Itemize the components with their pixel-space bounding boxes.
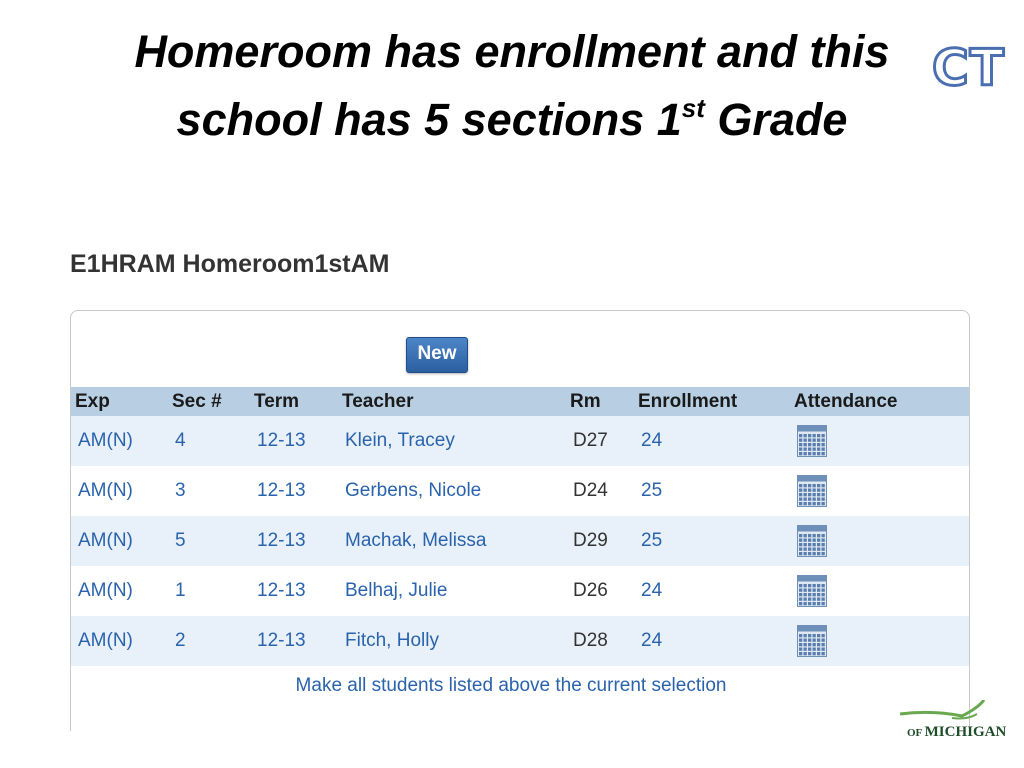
- cell-teacher[interactable]: Klein, Tracey: [338, 416, 566, 466]
- table-row: [71, 416, 969, 466]
- table-row: [71, 466, 969, 516]
- cell-term[interactable]: 12-13: [250, 466, 338, 516]
- cell-exp[interactable]: AM(N): [71, 566, 168, 616]
- calendar-icon[interactable]: [797, 425, 827, 457]
- michigan-logo-main: MICHIGAN: [924, 724, 1007, 740]
- cell-enrollment[interactable]: 24: [634, 416, 790, 466]
- cell-attendance: [790, 616, 969, 666]
- cell-attendance: [790, 466, 969, 516]
- cell-sec-number[interactable]: 1: [168, 566, 250, 616]
- cell-attendance: [790, 416, 969, 466]
- table-header-row: [71, 387, 969, 416]
- cell-term[interactable]: 12-13: [250, 416, 338, 466]
- slide-title-line1: Homeroom has enrollment and this: [134, 26, 890, 77]
- sections-table: [71, 387, 969, 666]
- cell-exp[interactable]: AM(N): [71, 616, 168, 666]
- cell-sec-number[interactable]: 3: [168, 466, 250, 516]
- cell-teacher[interactable]: Gerbens, Nicole: [338, 466, 566, 516]
- cell-teacher[interactable]: Fitch, Holly: [338, 616, 566, 666]
- slide-title-line2: [0, 86, 1024, 154]
- cell-enrollment[interactable]: 25: [634, 516, 790, 566]
- cell-exp[interactable]: AM(N): [71, 516, 168, 566]
- cell-sec-number[interactable]: 4: [168, 416, 250, 466]
- calendar-icon[interactable]: [797, 525, 827, 557]
- column-header-exp[interactable]: Exp: [71, 387, 168, 416]
- cell-room: D29: [566, 516, 634, 566]
- column-header-rm[interactable]: Rm: [566, 387, 634, 416]
- column-header-teacher[interactable]: Teacher: [338, 387, 566, 416]
- cell-exp[interactable]: AM(N): [71, 466, 168, 516]
- cell-sec-number[interactable]: 5: [168, 516, 250, 566]
- ct-logo: CT: [932, 39, 1005, 97]
- cell-room: D26: [566, 566, 634, 616]
- cell-room: D27: [566, 416, 634, 466]
- cell-sec-number[interactable]: 2: [168, 616, 250, 666]
- cell-enrollment[interactable]: 24: [634, 566, 790, 616]
- slide-title-line2-main: school has 5 sections 1: [176, 94, 682, 145]
- column-header-enrollment[interactable]: Enrollment: [634, 387, 790, 416]
- column-header-term[interactable]: Term: [250, 387, 338, 416]
- cell-attendance: [790, 566, 969, 616]
- table-row: [71, 516, 969, 566]
- calendar-icon[interactable]: [797, 575, 827, 607]
- cell-room: D24: [566, 466, 634, 516]
- cell-term[interactable]: 12-13: [250, 566, 338, 616]
- slide-title-superscript: st: [681, 93, 705, 123]
- column-header-attendance[interactable]: Attendance: [790, 387, 969, 416]
- column-header-sec[interactable]: Sec #: [168, 387, 250, 416]
- michigan-logo-text: [907, 724, 1006, 741]
- calendar-icon[interactable]: [797, 475, 827, 507]
- cell-room: D28: [566, 616, 634, 666]
- calendar-icon[interactable]: [797, 625, 827, 657]
- cell-attendance: [790, 516, 969, 566]
- table-row: [71, 616, 969, 666]
- cell-teacher[interactable]: Belhaj, Julie: [338, 566, 566, 616]
- slide-title-line2-tail: Grade: [704, 94, 848, 145]
- cell-teacher[interactable]: Machak, Melissa: [338, 516, 566, 566]
- slide-title: [0, 18, 1024, 154]
- new-button[interactable]: New: [406, 337, 468, 373]
- cell-term[interactable]: 12-13: [250, 616, 338, 666]
- sections-panel: [70, 310, 970, 731]
- cell-enrollment[interactable]: 24: [634, 616, 790, 666]
- cell-term[interactable]: 12-13: [250, 516, 338, 566]
- cell-exp[interactable]: AM(N): [71, 416, 168, 466]
- section-heading: E1HRAM Homeroom1stAM: [70, 250, 390, 278]
- cell-enrollment[interactable]: 25: [634, 466, 790, 516]
- make-current-selection-link[interactable]: Make all students listed above the current selection: [295, 675, 727, 696]
- table-row: [71, 566, 969, 616]
- michigan-logo-prefix: OF: [907, 727, 925, 739]
